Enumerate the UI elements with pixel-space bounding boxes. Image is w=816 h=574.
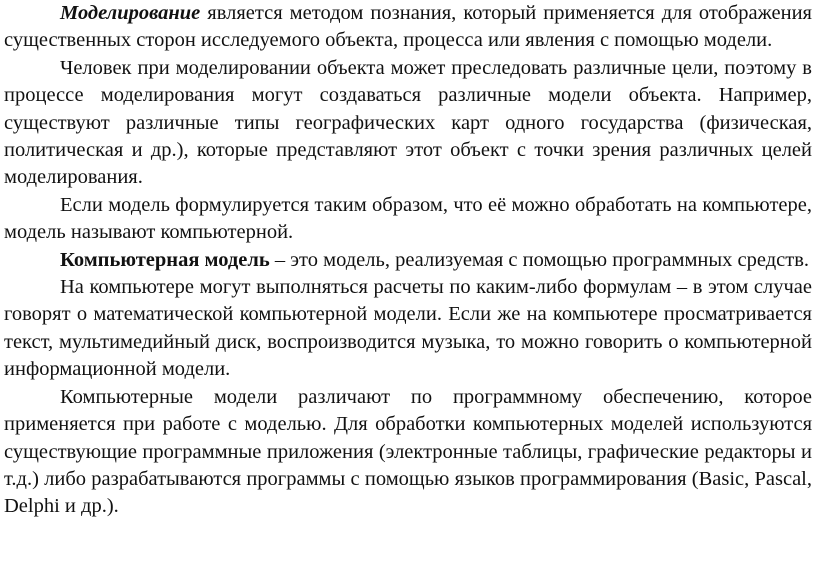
paragraph-text: является методом познания, который применяется для отображения существенных сторон исследуемого объекта, процесса или явления с помощью модели.: [4, 2, 812, 52]
paragraph-model-examples: [4, 274, 812, 384]
paragraph-text: На компьютере могут выполняться расчеты по каким-либо формулам – в этом случае говорят о математической компьютерной модели. Если же на компьютере просматривается текст, мультимедийный диск, воспроизводится музыка, то можно говорить о компьютерной информационной модели.: [4, 276, 812, 381]
paragraph-software-types: [4, 384, 812, 521]
paragraph-modeling-definition: [4, 0, 812, 55]
paragraph-text: Компьютерные модели различают по программному обеспечению, которое применяется при работе с моделью. Для обработки компьютерных моделей используются существующие программные приложения (электронные таблицы, графические редакторы и т.д.) либо разрабатываются программы с помощью языков программирования (Basic, Pascal, Delphi и др.).: [4, 385, 812, 518]
term-modeling: Моделирование: [60, 2, 201, 24]
paragraph-modeling-goals: [4, 55, 812, 192]
term-computer-model: Компьютерная модель: [60, 248, 270, 271]
paragraph-text: Человек при моделировании объекта может преследовать различные цели, поэтому в процессе моделирования могут создаваться различные модели объекта. Например, существуют различные типы географических карт одного государства (физическая, политическая и др.), которые представляют этот объект с точки зрения различных целей моделирования.: [4, 56, 812, 189]
paragraph-text: – это модель, реализуемая с помощью программных средств.: [269, 248, 810, 271]
paragraph-text: Если модель формулируется таким образом, что её можно обработать на компьютере, модель называют компьютерной.: [4, 193, 812, 244]
paragraph-computer-processing: [4, 192, 812, 247]
paragraph-computer-model-definition: [4, 247, 812, 274]
